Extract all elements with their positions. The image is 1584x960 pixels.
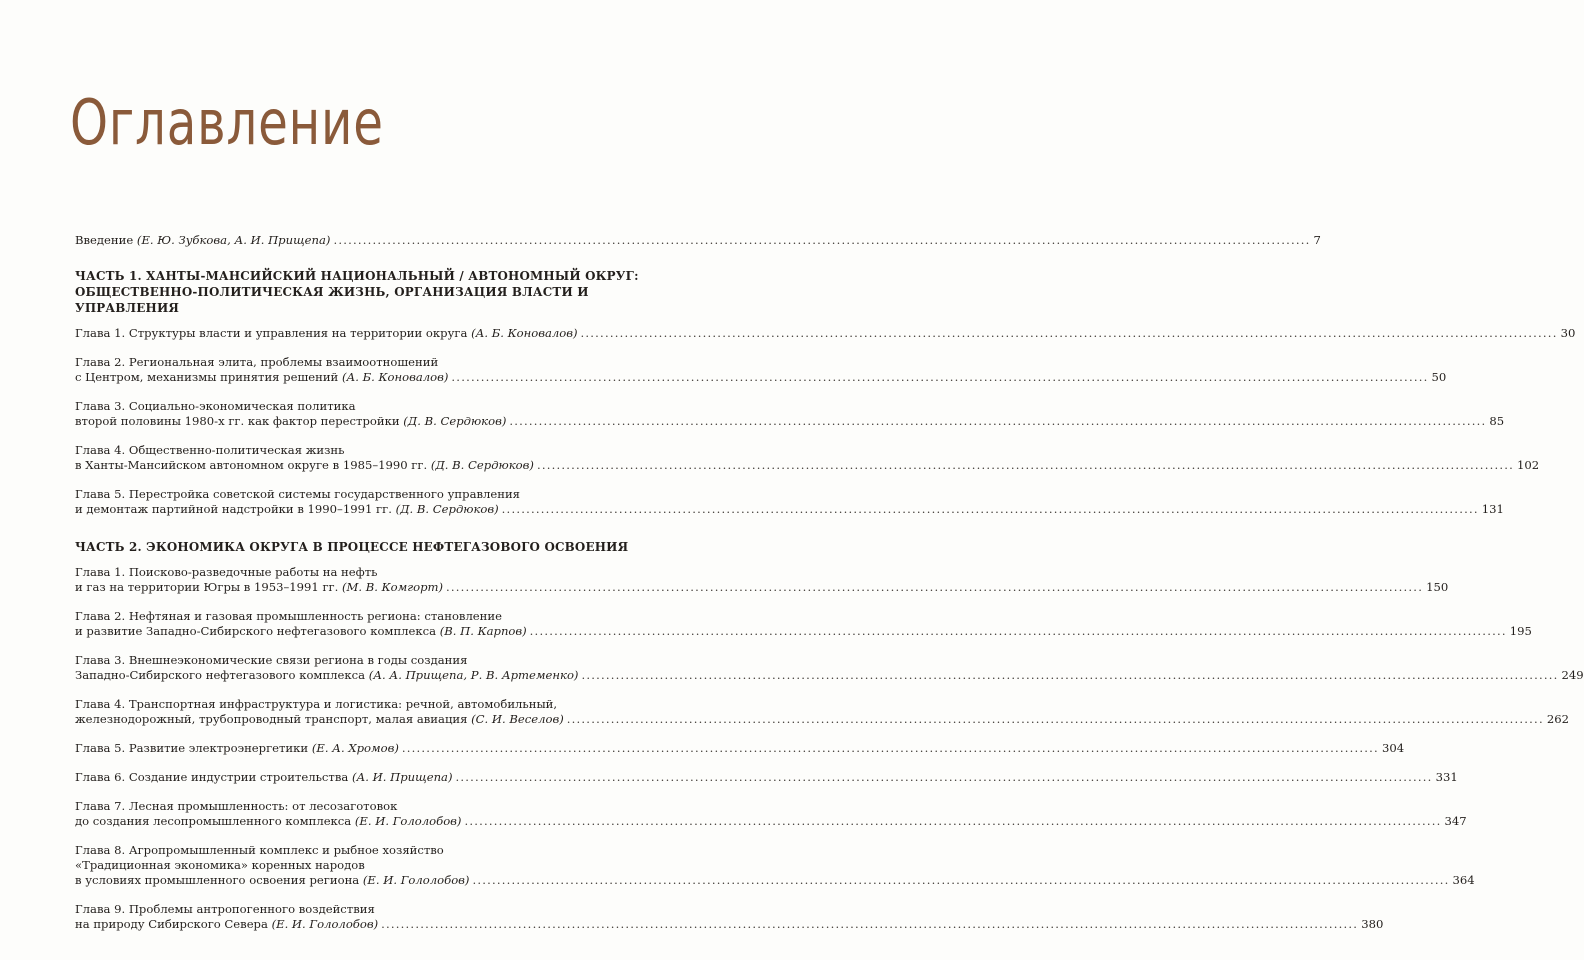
dot-leader: ........................................................................................................................................................................................................: [472, 873, 1450, 887]
toc-line: [75, 917, 1384, 932]
part-heading-line: ЧАСТЬ 1. ХАНТЫ-МАНСИЙСКИЙ НАЦИОНАЛЬНЫЙ / АВТОНОМНЫЙ ОКРУГ:: [75, 269, 639, 283]
dot-leader: ........................................................................................................................................................................................................: [401, 741, 1379, 755]
toc-entry-chapter[interactable]: [75, 799, 1467, 829]
entry-author: (А. И. Прищепа): [351, 770, 453, 784]
part-heading: [75, 539, 694, 555]
entry-author: (Д. В. Сердюков): [395, 502, 499, 516]
toc-line: [75, 814, 1467, 829]
toc-entry-chapter[interactable]: [75, 565, 1449, 595]
entry-title-line: Глава 4. Транспортная инфраструктура и логистика: речной, автомобильный,: [75, 697, 558, 711]
toc-line: [75, 502, 1504, 517]
entry-title-line: Глава 2. Региональная элита, проблемы взаимоотношений: [75, 355, 439, 369]
toc-entry-chapter[interactable]: [75, 443, 1540, 473]
dot-leader: ........................................................................................................................................................................................................: [580, 326, 1558, 340]
page-title: Оглавление: [70, 86, 384, 159]
entry-author: (А. Б. Коновалов): [341, 370, 449, 384]
entry-author: (Е. Ю. Зубкова, А. И. Прищепа): [136, 233, 331, 247]
toc-entry-chapter[interactable]: [75, 355, 1447, 385]
page-number: 195: [1509, 624, 1532, 638]
dot-leader: ........................................................................................................................................................................................................: [455, 770, 1433, 784]
toc-entry-chapter[interactable]: [75, 902, 1384, 932]
toc-parts: [75, 268, 1584, 932]
page-number: 131: [1481, 502, 1504, 516]
entry-title: и развитие Западно-Сибирского нефтегазового комплекса (В. П. Карпов): [75, 624, 527, 638]
dot-leader: ........................................................................................................................................................................................................: [501, 502, 1479, 516]
dot-leader: ........................................................................................................................................................................................................: [333, 233, 1311, 247]
part-heading-line: ОБЩЕСТВЕННО-ПОЛИТИЧЕСКАЯ ЖИЗНЬ, ОРГАНИЗАЦИЯ ВЛАСТИ И УПРАВЛЕНИЯ: [75, 285, 589, 315]
entry-title-line: Глава 2. Нефтяная и газовая промышленность региона: становление: [75, 609, 502, 623]
entry-title-line: Глава 8. Агропромышленный комплекс и рыбное хозяйство: [75, 843, 444, 857]
page-number: 50: [1431, 370, 1447, 384]
entry-title: Глава 5. Развитие электроэнергетики (Е. А. Хромов): [75, 741, 399, 755]
entry-author: (Е. И. Гололобов): [354, 814, 462, 828]
entry-title: Глава 1. Структуры власти и управления на территории округа (А. Б. Коновалов): [75, 326, 578, 340]
entry-author: (Е. И. Гололобов): [362, 873, 470, 887]
page-number: 30: [1560, 326, 1576, 340]
entry-author: (С. И. Веселов): [471, 712, 564, 726]
dot-leader: ........................................................................................................................................................................................................: [566, 712, 1544, 726]
entry-title: с Центром, механизмы принятия решений (А. Б. Коновалов): [75, 370, 449, 384]
entry-author: (В. П. Карпов): [439, 624, 527, 638]
toc-line: [75, 770, 1458, 785]
toc-line: [75, 370, 1447, 385]
page-number: 380: [1361, 917, 1384, 931]
toc-line: [75, 873, 1475, 888]
toc-entry-chapter[interactable]: [75, 609, 1532, 639]
dot-leader: ........................................................................................................................................................................................................: [529, 624, 1507, 638]
page-number: 150: [1426, 580, 1449, 594]
page-number: 102: [1517, 458, 1540, 472]
entry-title-line: Глава 3. Социально-экономическая политика: [75, 399, 356, 413]
toc-entry-chapter[interactable]: [75, 326, 1576, 341]
toc-line: [75, 580, 1449, 595]
part-heading: [75, 268, 694, 316]
dot-leader: ........................................................................................................................................................................................................: [381, 917, 1359, 931]
toc-line: [75, 624, 1532, 639]
toc-line: [75, 414, 1505, 429]
entry-title: Западно-Сибирского нефтегазового комплекса (А. А. Прищепа, Р. В. Артеменко): [75, 668, 579, 682]
entry-title-line: Глава 1. Поисково-разведочные работы на нефть: [75, 565, 378, 579]
toc-line: [75, 458, 1540, 473]
entry-title: до создания лесопромышленного комплекса (Е. И. Гололобов): [75, 814, 462, 828]
entry-title: Глава 6. Создание индустрии строительства (А. И. Прищепа): [75, 770, 453, 784]
toc-line: [75, 326, 1576, 341]
entry-title-line: Глава 3. Внешнеэкономические связи региона в годы создания: [75, 653, 468, 667]
page-number: 249: [1561, 668, 1584, 682]
toc-entry-chapter[interactable]: [75, 399, 1505, 429]
entry-title-line: «Традиционная экономика» коренных народов: [75, 858, 365, 872]
entry-title: второй половины 1980-х гг. как фактор перестройки (Д. В. Сердюков): [75, 414, 507, 428]
toc-entry-chapter[interactable]: [75, 653, 1584, 683]
page-number: 262: [1546, 712, 1569, 726]
dot-leader: ........................................................................................................................................................................................................: [464, 814, 1442, 828]
toc-entry-chapter[interactable]: [75, 741, 1405, 756]
entry-title: Введение (Е. Ю. Зубкова, А. И. Прищепа): [75, 233, 331, 247]
page-number: 85: [1489, 414, 1505, 428]
toc-line: [75, 712, 1569, 727]
entry-author: (Д. В. Сердюков): [430, 458, 534, 472]
entry-author: (А. Б. Коновалов): [471, 326, 578, 340]
toc-line: [75, 233, 1321, 248]
toc-entry-chapter[interactable]: [75, 843, 1475, 888]
toc-entry-chapter[interactable]: [75, 770, 1458, 785]
toc-entry-chapter[interactable]: [75, 487, 1504, 517]
entry-title: железнодорожный, трубопроводный транспорт, малая авиация (С. И. Веселов): [75, 712, 564, 726]
dot-leader: ........................................................................................................................................................................................................: [509, 414, 1487, 428]
dot-leader: ........................................................................................................................................................................................................: [451, 370, 1429, 384]
dot-leader: ........................................................................................................................................................................................................: [446, 580, 1424, 594]
entry-author: (Е. А. Хромов): [311, 741, 399, 755]
entry-title: и демонтаж партийной надстройки в 1990–1991 гг. (Д. В. Сердюков): [75, 502, 499, 516]
entry-author: (А. А. Прищепа, Р. В. Артеменко): [368, 668, 579, 682]
entry-title: в Ханты-Мансийском автономном округе в 1985–1990 гг. (Д. В. Сердюков): [75, 458, 534, 472]
page-number: 347: [1444, 814, 1467, 828]
entry-title: в условиях промышленного освоения региона (Е. И. Гололобов): [75, 873, 470, 887]
entry-title-line: Глава 4. Общественно-политическая жизнь: [75, 443, 345, 457]
page-number: 7: [1313, 233, 1321, 247]
entry-author: (Е. И. Гололобов): [271, 917, 379, 931]
entry-author: (Д. В. Сердюков): [403, 414, 507, 428]
page-number: 364: [1452, 873, 1475, 887]
entry-title-line: Глава 5. Перестройка советской системы государственного управления: [75, 487, 521, 501]
entry-title-line: Глава 7. Лесная промышленность: от лесозаготовок: [75, 799, 398, 813]
dot-leader: ........................................................................................................................................................................................................: [581, 668, 1559, 682]
dot-leader: ........................................................................................................................................................................................................: [536, 458, 1515, 472]
toc-entry-chapter[interactable]: [75, 697, 1569, 727]
table-of-contents: [75, 233, 1584, 946]
page-number: 331: [1435, 770, 1458, 784]
entry-title: и газ на территории Югры в 1953–1991 гг. (М. В. Комгорт): [75, 580, 444, 594]
part-heading-line: ЧАСТЬ 2. ЭКОНОМИКА ОКРУГА В ПРОЦЕССЕ НЕФТЕГАЗОВОГО ОСВОЕНИЯ: [75, 540, 629, 554]
toc-line: [75, 668, 1584, 683]
entry-title: на природу Сибирского Севера (Е. И. Гололобов): [75, 917, 379, 931]
entry-author: (М. В. Комгорт): [342, 580, 444, 594]
toc-line: [75, 741, 1405, 756]
page-number: 304: [1381, 741, 1405, 755]
toc-entry-intro[interactable]: [75, 233, 1321, 248]
entry-title-line: Глава 9. Проблемы антропогенного воздействия: [75, 902, 375, 916]
